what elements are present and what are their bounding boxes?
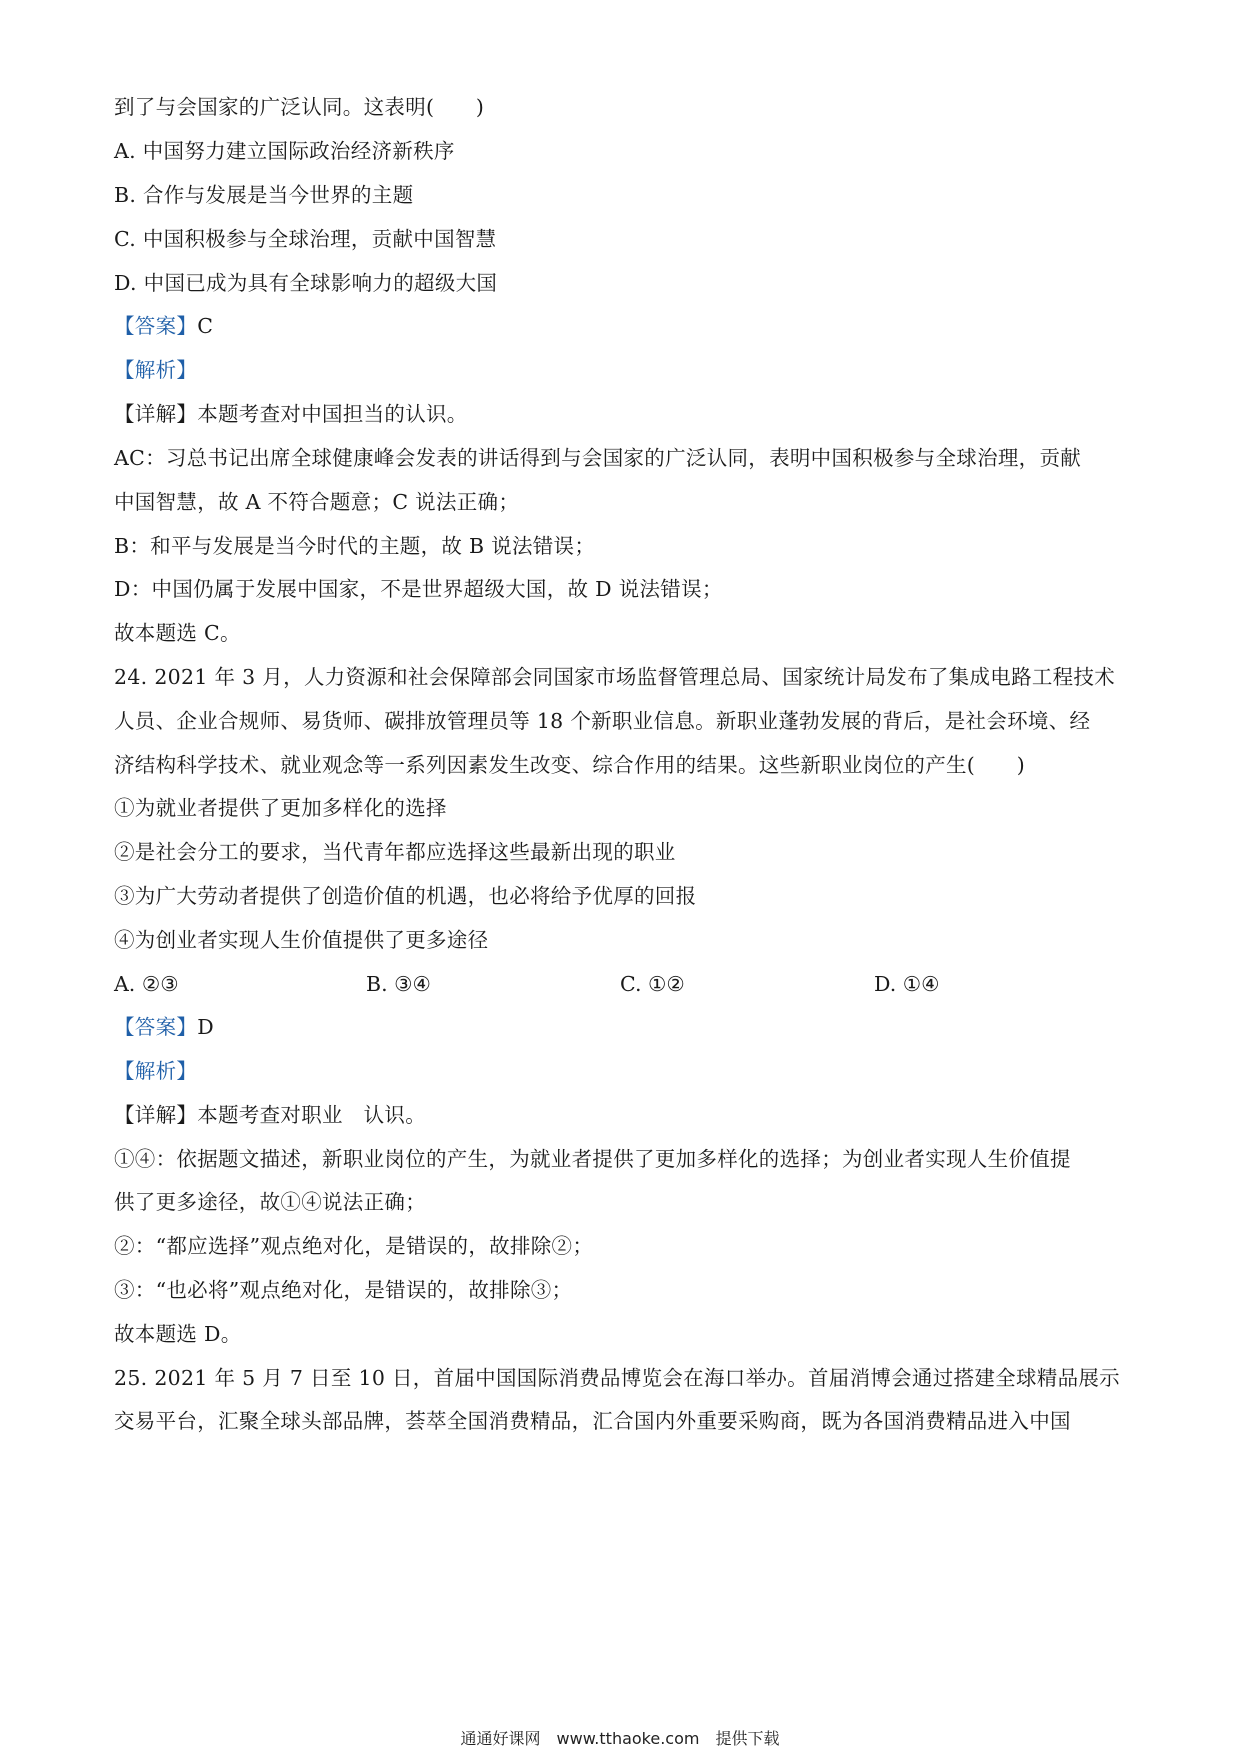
q24-statement-3: ③为广大劳动者提供了创造价值的机遇，也必将给予优厚的回报 [114, 884, 697, 908]
q24-detail-5: ③：“也必将”观点绝对化，是错误的，故排除③； [114, 1278, 573, 1302]
q24-choice-d: D. ①④ [874, 972, 940, 996]
q24-stem-3: 济结构科学技术、就业观念等一系列因素发生改变、综合作用的结果。这些新职业岗位的产生( ) [114, 753, 1025, 777]
page-footer: 通通好课网 www.tthaoke.com 提供下载 [460, 1729, 780, 1748]
q23-detail-4: B：和平与发展是当今时代的主题，故 B 说法错误； [114, 534, 596, 558]
q23-answer [114, 311, 213, 341]
q23-option-b: B. 合作与发展是当今世界的主题 [114, 183, 414, 207]
q25-stem-1: 25. 2021 年 5 月 7 日至 10 日，首届中国国际消费品博览会在海口举办。首届消博会通过搭建全球精品展示 [114, 1366, 1120, 1390]
q23-detail-2: AC：习总书记出席全球健康峰会发表的讲话得到与会国家的广泛认同，表明中国积极参与全球治理，贡献 [114, 446, 1082, 470]
q24-statement-1: ①为就业者提供了更加多样化的选择 [114, 796, 447, 820]
q24-answer-tag: 【答案】 [114, 1015, 198, 1039]
q23-detail-6: 故本题选 C。 [114, 621, 241, 645]
q24-analysis-tag: 【解析】 [114, 1059, 198, 1083]
q24-detail-2: ①④：依据题文描述，新职业岗位的产生，为就业者提供了更加多样化的选择；为创业者实现人生价值提 [114, 1147, 1071, 1171]
q23-option-c: C. 中国积极参与全球治理，贡献中国智慧 [114, 227, 497, 251]
q24-stem-1: 24. 2021 年 3 月，人力资源和社会保障部会同国家市场监督管理总局、国家统计局发布了集成电路工程技术 [114, 665, 1116, 689]
q24-detail-3: 供了更多途径，故①④说法正确； [114, 1190, 426, 1214]
q23-option-a: A. 中国努力建立国际政治经济新秩序 [114, 139, 455, 163]
q24-detail-4: ②：“都应选择”观点绝对化，是错误的，故排除②； [114, 1234, 594, 1258]
q24-statement-2: ②是社会分工的要求，当代青年都应选择这些最新出现的职业 [114, 840, 676, 864]
q23-analysis-tag: 【解析】 [114, 358, 198, 382]
q24-answer [114, 1012, 214, 1042]
q24-choice-a: A. ②③ [114, 972, 179, 996]
q24-choice-c: C. ①② [620, 972, 685, 996]
q23-answer-value: C [197, 314, 214, 338]
q24-statement-4: ④为创业者实现人生价值提供了更多途径 [114, 928, 489, 952]
q23-stem-tail: 到了与会国家的广泛认同。这表明( ) [114, 95, 485, 119]
q24-answer-value: D [197, 1015, 214, 1039]
q23-detail-3: 中国智慧，故 A 不符合题意；C 说法正确； [114, 490, 520, 514]
q23-detail-5: D：中国仍属于发展中国家，不是世界超级大国，故 D 说法错误； [114, 577, 723, 601]
q24-detail-6: 故本题选 D。 [114, 1322, 242, 1346]
q24-detail-1: 【详解】本题考查对职业 认识。 [114, 1103, 426, 1127]
q23-detail-1: 【详解】本题考查对中国担当的认识。 [114, 402, 468, 426]
q24-stem-2: 人员、企业合规师、易货师、碳排放管理员等 18 个新职业信息。新职业蓬勃发展的背后，是社会环境、经 [114, 709, 1091, 733]
q23-answer-tag: 【答案】 [114, 314, 198, 338]
q25-stem-2: 交易平台，汇聚全球头部品牌，荟萃全国消费精品，汇合国内外重要采购商，既为各国消费精品进入中国 [114, 1409, 1071, 1433]
q24-choice-b: B. ③④ [366, 972, 431, 996]
q23-option-d: D. 中国已成为具有全球影响力的超级大国 [114, 271, 498, 295]
